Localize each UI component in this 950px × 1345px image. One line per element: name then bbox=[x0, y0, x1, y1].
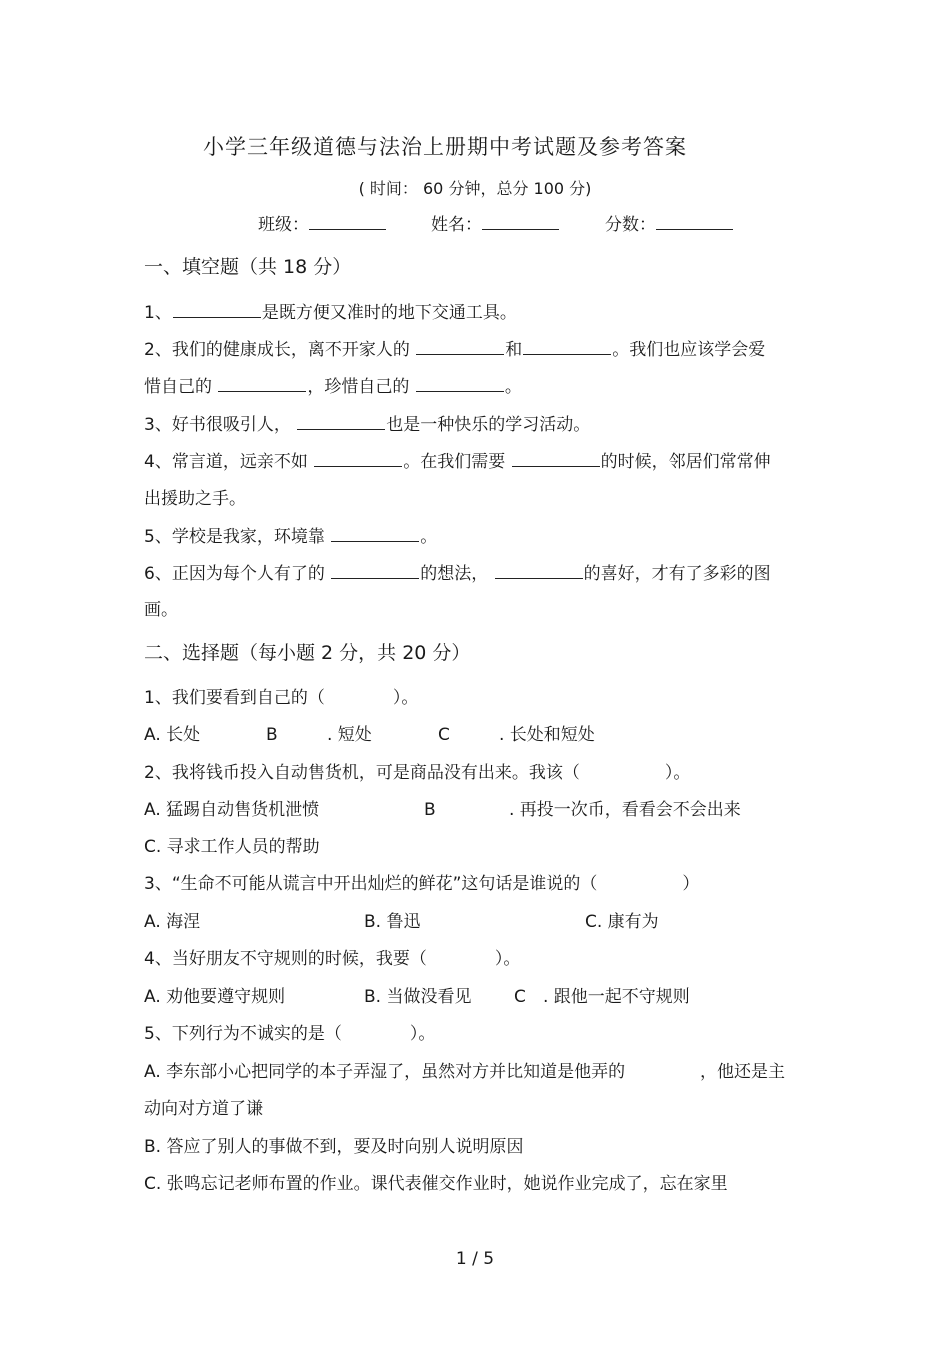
fill-question-3 bbox=[144, 413, 590, 436]
answer-blank bbox=[331, 525, 419, 542]
q1-option-b: . 短处 bbox=[327, 725, 372, 745]
score-label: 分数： bbox=[605, 215, 656, 235]
fill-question-2-line2 bbox=[144, 375, 522, 398]
fill-question-4 bbox=[144, 450, 771, 473]
choice-question-3: 3、“生命不可能从谎言中开出灿烂的鲜花”这句话是谁说的（ ） bbox=[144, 874, 700, 894]
q1-text: 是既方便又准时的地下交通工具。 bbox=[261, 303, 517, 323]
q2-option-b: . 再投一次币，看看会不会出来 bbox=[509, 800, 741, 820]
section1-heading: 一、填空题（共 18 分） bbox=[144, 256, 352, 278]
answer-blank bbox=[297, 413, 385, 430]
q4-option-c-letter: C bbox=[514, 987, 526, 1007]
answer-blank bbox=[416, 338, 504, 355]
answer-blank bbox=[495, 562, 583, 579]
q5-option-c: C. 张鸣忘记老师布置的作业。课代表催交作业时，她说作业完成了，忘在家里 bbox=[144, 1174, 728, 1194]
choice-question-2: 2、我将钱币投入自动售货机，可是商品没有出来。我该（ ）。 bbox=[144, 763, 691, 783]
q4-option-a: A. 劝他要遵守规则 bbox=[144, 987, 286, 1007]
exam-subtitle: ( 时间： 60 分钟，总分 100 分) bbox=[358, 179, 592, 198]
q2-option-c: C. 寻求工作人员的帮助 bbox=[144, 837, 320, 857]
q5-option-a-line2: 动向对方道了谦 bbox=[144, 1099, 263, 1119]
q1-option-c: . 长处和短处 bbox=[499, 725, 595, 745]
section2-heading: 二、选择题（每小题 2 分，共 20 分） bbox=[144, 642, 471, 664]
q3-option-b: B. 鲁迅 bbox=[364, 912, 421, 932]
q3-text-post: 也是一种快乐的学习活动。 bbox=[386, 415, 591, 435]
q1-option-b-letter: B bbox=[266, 725, 278, 745]
name-field bbox=[431, 213, 559, 236]
q2-line2-mid: ，珍惜自己的 bbox=[307, 377, 415, 397]
score-field bbox=[605, 213, 733, 236]
choice-question-5: 5、下列行为不诚实的是（ ）。 bbox=[144, 1024, 436, 1044]
q4-option-b: B. 当做没看见 bbox=[364, 987, 472, 1007]
q2-option-b-letter: B bbox=[424, 800, 436, 820]
class-label: 班级： bbox=[258, 215, 309, 235]
answer-blank bbox=[523, 338, 611, 355]
q1-number: 1、 bbox=[144, 303, 172, 323]
q3-option-c: C. 康有为 bbox=[585, 912, 659, 932]
score-blank bbox=[656, 213, 733, 230]
q6-text-mid: 的想法， bbox=[420, 564, 494, 584]
q2-text-post: 。我们也应该学会爱 bbox=[612, 340, 766, 360]
choice-question-1: 1、我们要看到自己的（ ）。 bbox=[144, 688, 419, 708]
q1-option-a: A. 长处 bbox=[144, 725, 201, 745]
answer-blank bbox=[218, 375, 306, 392]
q5-text-pre: 5、学校是我家，环境靠 bbox=[144, 527, 331, 547]
q5-option-b: B. 答应了别人的事做不到，要及时向别人说明原因 bbox=[144, 1137, 524, 1157]
q5-option-a: A. 李东部小心把同学的本子弄湿了，虽然对方并比知道是他弄的 bbox=[144, 1062, 626, 1082]
fill-question-6 bbox=[144, 562, 771, 585]
answer-blank bbox=[331, 562, 419, 579]
q5-text-post: 。 bbox=[420, 527, 438, 547]
class-blank bbox=[309, 213, 386, 230]
q5-option-a-cont: ，他还是主 bbox=[700, 1062, 785, 1082]
class-field bbox=[258, 213, 386, 236]
q4-text-post: 的时候，邻居们常常伸 bbox=[600, 452, 771, 472]
name-label: 姓名： bbox=[431, 215, 482, 235]
answer-blank bbox=[416, 375, 504, 392]
q6-text-post: 的喜好，才有了多彩的图 bbox=[583, 564, 771, 584]
answer-blank bbox=[512, 450, 600, 467]
name-blank bbox=[482, 213, 559, 230]
page-title: 小学三年级道德与法治上册期中考试题及参考答案 bbox=[203, 135, 687, 159]
q2-text-mid: 和 bbox=[505, 340, 523, 360]
q2-line2-pre: 惜自己的 bbox=[144, 377, 218, 397]
choice-question-4: 4、当好朋友不守规则的时候，我要（ ）。 bbox=[144, 949, 521, 969]
answer-blank bbox=[173, 301, 261, 318]
q2-option-a: A. 猛踢自动售货机泄愤 bbox=[144, 800, 320, 820]
fill-question-4-line2: 出援助之手。 bbox=[144, 489, 246, 509]
q6-text-pre: 6、正因为每个人有了的 bbox=[144, 564, 331, 584]
page-number: 1 / 5 bbox=[455, 1249, 495, 1269]
q4-text-pre: 4、常言道，远亲不如 bbox=[144, 452, 314, 472]
q2-text-pre: 2、我们的健康成长，离不开家人的 bbox=[144, 340, 416, 360]
q2-line2-post: 。 bbox=[504, 377, 522, 397]
fill-question-6-line2: 画。 bbox=[144, 600, 178, 620]
q3-option-a: A. 海涅 bbox=[144, 912, 201, 932]
q4-text-mid: 。在我们需要 bbox=[403, 452, 511, 472]
q1-option-c-letter: C bbox=[438, 725, 450, 745]
answer-blank bbox=[314, 450, 402, 467]
fill-question-1 bbox=[144, 301, 517, 324]
q3-text-pre: 3、好书很吸引人， bbox=[144, 415, 297, 435]
q4-option-c: . 跟他一起不守规则 bbox=[543, 987, 690, 1007]
fill-question-5 bbox=[144, 525, 437, 548]
fill-question-2 bbox=[144, 338, 765, 361]
